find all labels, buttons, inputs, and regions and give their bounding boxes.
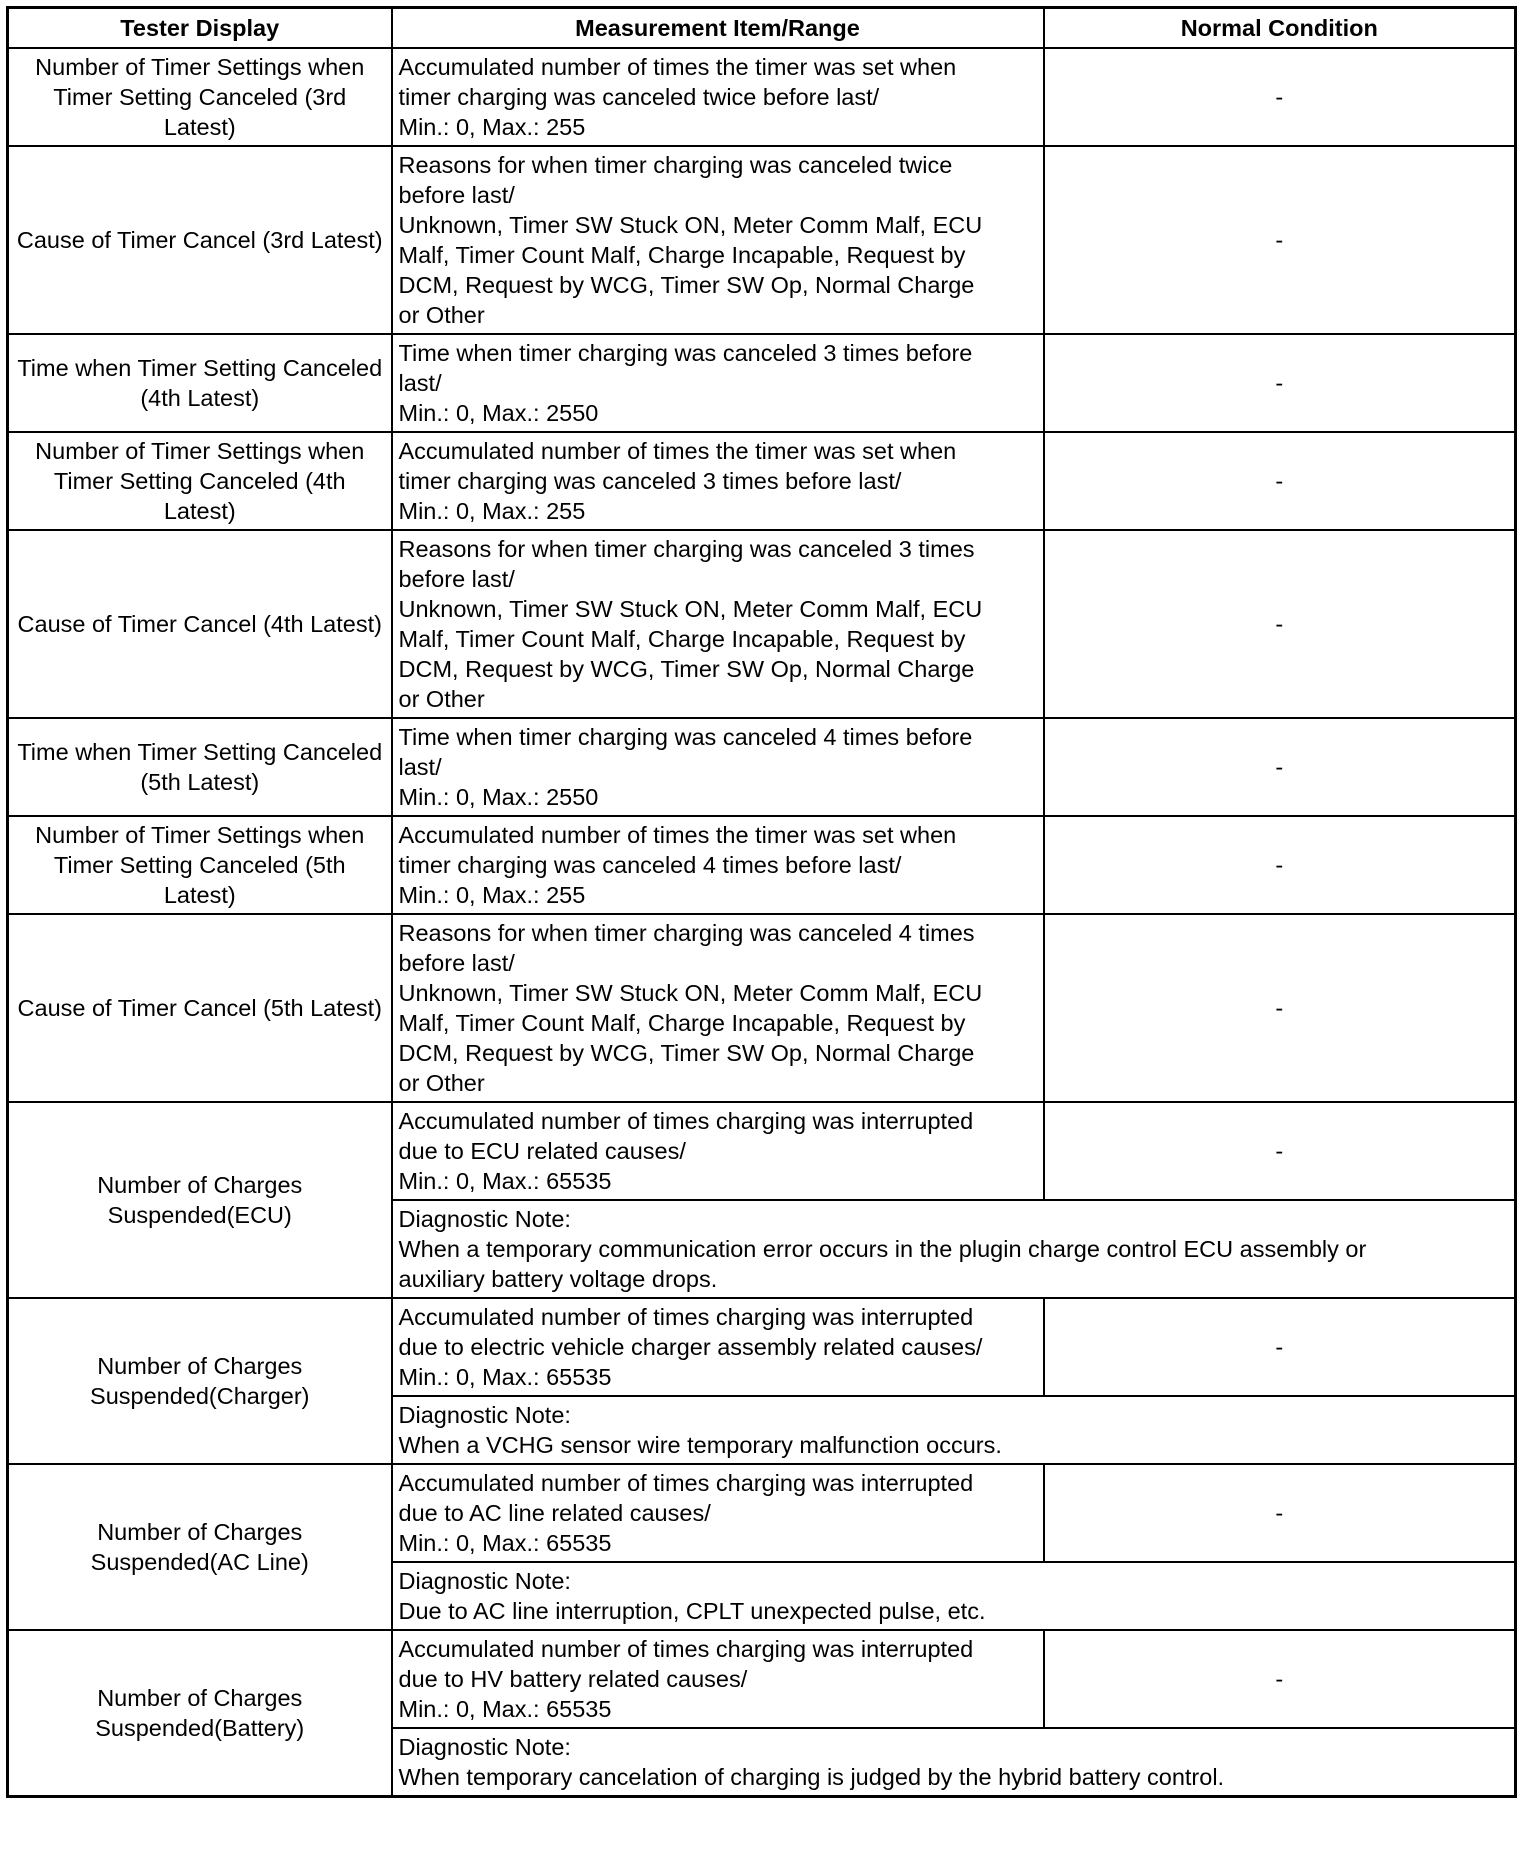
normal-condition-cell: - [1044,1102,1516,1200]
tester-display-cell: Number of Timer Settings when Timer Setting Canceled (4th Latest) [8,432,392,530]
normal-condition-cell: - [1044,816,1516,914]
normal-condition-cell: - [1044,432,1516,530]
table-row [8,432,1516,530]
measurement-cell: Reasons for when timer charging was canceled 3 times before last/ Unknown, Timer SW Stuck ON, Meter Comm Malf, ECU Malf, Timer Count Malf, Charge Incapable, Request by DCM, Request by WCG, Timer SW Op, Normal Charge or Other [392,530,1044,718]
normal-condition-cell: - [1044,48,1516,146]
tester-display-cell: Cause of Timer Cancel (4th Latest) [8,530,392,718]
header-normal-condition: Normal Condition [1044,8,1516,49]
measurement-cell: Time when timer charging was canceled 3 times before last/ Min.: 0, Max.: 2550 [392,334,1044,432]
measurement-cell: Accumulated number of times charging was interrupted due to AC line related causes/ Min.: 0, Max.: 65535 [392,1464,1044,1562]
table-row [8,914,1516,1102]
measurement-cell: Accumulated number of times the timer was set when timer charging was canceled 4 times before last/ Min.: 0, Max.: 255 [392,816,1044,914]
normal-condition-cell: - [1044,334,1516,432]
measurement-cell: Accumulated number of times charging was interrupted due to HV battery related causes/ Min.: 0, Max.: 65535 [392,1630,1044,1728]
table-row [8,1630,1516,1728]
tester-display-cell: Number of Charges Suspended(AC Line) [8,1464,392,1630]
header-measurement-item: Measurement Item/Range [392,8,1044,49]
table-row [8,530,1516,718]
table-row [8,146,1516,334]
tester-display-cell: Time when Timer Setting Canceled (4th Latest) [8,334,392,432]
normal-condition-cell: - [1044,1298,1516,1396]
data-list-table [6,6,1517,1798]
measurement-cell: Accumulated number of times charging was interrupted due to ECU related causes/ Min.: 0, Max.: 65535 [392,1102,1044,1200]
measurement-cell: Accumulated number of times the timer was set when timer charging was canceled 3 times before last/ Min.: 0, Max.: 255 [392,432,1044,530]
table-header-row [8,8,1516,49]
normal-condition-cell: - [1044,914,1516,1102]
header-tester-display: Tester Display [8,8,392,49]
table-row [8,1102,1516,1200]
tester-display-cell: Cause of Timer Cancel (5th Latest) [8,914,392,1102]
tester-display-cell: Number of Charges Suspended(ECU) [8,1102,392,1298]
table-row [8,718,1516,816]
normal-condition-cell: - [1044,146,1516,334]
tester-display-cell: Number of Timer Settings when Timer Setting Canceled (5th Latest) [8,816,392,914]
measurement-cell: Time when timer charging was canceled 4 times before last/ Min.: 0, Max.: 2550 [392,718,1044,816]
tester-display-cell: Time when Timer Setting Canceled (5th Latest) [8,718,392,816]
normal-condition-cell: - [1044,1630,1516,1728]
normal-condition-cell: - [1044,530,1516,718]
table-row [8,1298,1516,1396]
diagnostic-note-cell: Diagnostic Note: When temporary cancelation of charging is judged by the hybrid battery control. [392,1728,1516,1797]
table-row [8,816,1516,914]
tester-display-cell: Cause of Timer Cancel (3rd Latest) [8,146,392,334]
measurement-cell: Reasons for when timer charging was canceled twice before last/ Unknown, Timer SW Stuck ON, Meter Comm Malf, ECU Malf, Timer Count Malf, Charge Incapable, Request by DCM, Request by WCG, Timer SW Op, Normal Charge or Other [392,146,1044,334]
diagnostic-note-cell: Diagnostic Note: When a temporary communication error occurs in the plugin charge control ECU assembly or auxiliary battery voltage drops. [392,1200,1516,1298]
data-list-page [6,6,1514,1798]
table-row [8,334,1516,432]
tester-display-cell: Number of Charges Suspended(Charger) [8,1298,392,1464]
measurement-cell: Accumulated number of times charging was interrupted due to electric vehicle charger assembly related causes/ Min.: 0, Max.: 65535 [392,1298,1044,1396]
normal-condition-cell: - [1044,718,1516,816]
measurement-cell: Reasons for when timer charging was canceled 4 times before last/ Unknown, Timer SW Stuck ON, Meter Comm Malf, ECU Malf, Timer Count Malf, Charge Incapable, Request by DCM, Request by WCG, Timer SW Op, Normal Charge or Other [392,914,1044,1102]
normal-condition-cell: - [1044,1464,1516,1562]
diagnostic-note-cell: Diagnostic Note: When a VCHG sensor wire temporary malfunction occurs. [392,1396,1516,1464]
tester-display-cell: Number of Timer Settings when Timer Setting Canceled (3rd Latest) [8,48,392,146]
diagnostic-note-cell: Diagnostic Note: Due to AC line interruption, CPLT unexpected pulse, etc. [392,1562,1516,1630]
table-row [8,1464,1516,1562]
tester-display-cell: Number of Charges Suspended(Battery) [8,1630,392,1797]
table-row [8,48,1516,146]
measurement-cell: Accumulated number of times the timer was set when timer charging was canceled twice before last/ Min.: 0, Max.: 255 [392,48,1044,146]
